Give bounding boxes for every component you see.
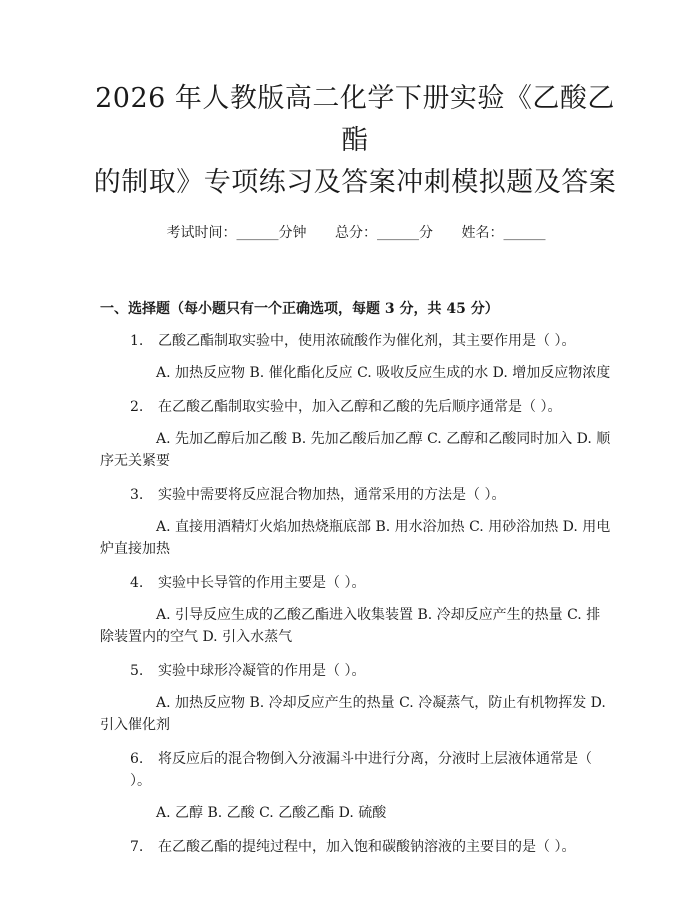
student-name: 姓名：______ <box>461 225 546 241</box>
question-number: 3. <box>130 487 144 503</box>
question-text: 实验中需要将反应混合物加热，通常采用的方法是（ ）。 <box>158 487 506 503</box>
question-options: A. 先加乙醇后加乙酸 B. 先加乙酸后加乙醇 C. 乙醇和乙酸同时加入 D. 顺序无关紧要 <box>100 431 611 469</box>
question-number: 1. <box>130 333 144 349</box>
exam-score: 总分：______分 <box>335 225 433 241</box>
question-text: 实验中长导管的作用主要是（ ）。 <box>158 575 366 591</box>
question-number: 7. <box>130 839 144 855</box>
question-options: A. 直接用酒精灯火焰加热烧瓶底部 B. 用水浴加热 C. 用砂浴加热 D. 用电炉直接加热 <box>100 519 611 557</box>
question-item <box>100 484 612 560</box>
question-list <box>100 330 612 858</box>
question-item <box>100 330 612 384</box>
title-line-2: 的制取》专项练习及答案冲刺模拟题及答案 <box>93 167 617 198</box>
question-options: A. 加热反应物 B. 冷却反应产生的热量 C. 冷凝蒸气，防止有机物挥发 D. 引入催化剂 <box>100 695 606 733</box>
question-item <box>100 748 612 824</box>
exam-time: 考试时间：______分钟 <box>166 225 307 241</box>
question-text: 在乙酸乙酯的提纯过程中，加入饱和碳酸钠溶液的主要目的是（ ）。 <box>158 839 576 855</box>
question-stem <box>100 484 612 506</box>
question-text: 在乙酸乙酯制取实验中，加入乙醇和乙酸的先后顺序通常是（ ）。 <box>158 399 562 415</box>
question-stem <box>100 330 612 352</box>
question-item <box>100 396 612 472</box>
title-line-1: 2026 年人教版高二化学下册实验《乙酸乙酯 <box>95 83 615 156</box>
question-options: A. 加热反应物 B. 催化酯化反应 C. 吸收反应生成的水 D. 增加反应物浓度 <box>156 365 611 381</box>
question-number: 4. <box>130 575 144 591</box>
question-text: 乙酸乙酯制取实验中，使用浓硫酸作为催化剂，其主要作用是（ ）。 <box>158 333 576 349</box>
question-text: 实验中球形冷凝管的作用是（ ）。 <box>158 663 366 679</box>
question-number: 6. <box>130 751 144 767</box>
question-number: 5. <box>130 663 144 679</box>
question-item <box>100 572 612 648</box>
question-options: A. 乙醇 B. 乙酸 C. 乙酸乙酯 D. 硫酸 <box>156 805 387 821</box>
question-stem <box>100 748 612 792</box>
exam-info <box>100 222 612 242</box>
question-stem <box>100 396 612 418</box>
question-stem <box>100 572 612 594</box>
question-stem <box>100 836 612 858</box>
question-text: 将反应后的混合物倒入分液漏斗中进行分离，分液时上层液体通常是（ ）。 <box>130 751 592 789</box>
question-stem <box>100 660 612 682</box>
question-item <box>100 836 612 858</box>
question-number: 2. <box>130 399 144 415</box>
question-options: A. 引导反应生成的乙酸乙酯进入收集装置 B. 冷却反应产生的热量 C. 排除装置内的空气 D. 引入水蒸气 <box>100 607 601 645</box>
section-title: 一、选择题（每小题只有一个正确选项，每题 3 分，共 45 分） <box>100 301 499 317</box>
document-title <box>90 78 620 204</box>
question-item <box>100 660 612 736</box>
